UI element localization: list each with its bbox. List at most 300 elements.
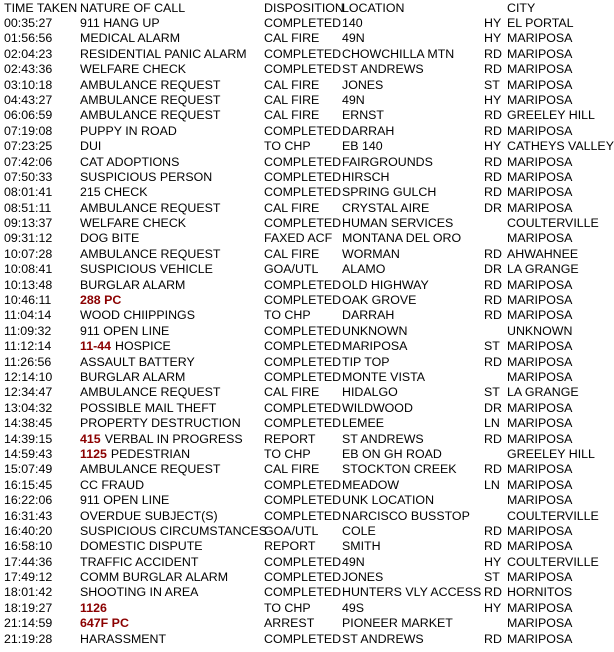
city-cell: MARIPOSA xyxy=(507,523,573,538)
table-row xyxy=(0,78,614,93)
time-taken-cell: 07:19:08 xyxy=(4,123,53,138)
disposition-cell: CAL FIRE xyxy=(264,92,320,107)
city-cell: MARIPOSA xyxy=(507,92,573,107)
street-suffix-cell: RD xyxy=(484,277,502,292)
time-taken-cell: 01:56:56 xyxy=(4,31,53,46)
disposition-cell: COMPLETED xyxy=(264,508,342,523)
city-cell: MARIPOSA xyxy=(507,169,573,184)
disposition-cell: CAL FIRE xyxy=(264,246,320,261)
disposition-cell: GOA/UTL xyxy=(264,262,319,277)
disposition-cell: TO CHP xyxy=(264,600,311,615)
nature-of-call-cell xyxy=(80,293,121,308)
street-suffix-cell: DR xyxy=(484,400,502,415)
time-taken-cell: 02:43:36 xyxy=(4,62,53,77)
header-row xyxy=(0,0,614,16)
nature-of-call-cell xyxy=(80,585,198,600)
disposition-cell: CAL FIRE xyxy=(264,108,320,123)
disposition-cell: COMPLETED xyxy=(264,277,342,292)
call-rows xyxy=(0,16,614,647)
disposition-cell: CAL FIRE xyxy=(264,200,320,215)
time-taken-cell: 18:19:27 xyxy=(4,600,53,615)
nature-of-call-cell xyxy=(80,339,171,354)
table-row xyxy=(0,447,614,462)
table-row xyxy=(0,170,614,185)
nature-of-call-cell xyxy=(80,278,185,293)
time-taken-cell: 11:26:56 xyxy=(4,354,52,369)
street-suffix-cell: RD xyxy=(484,169,502,184)
street-suffix-cell: RD xyxy=(484,123,502,138)
location-cell: 49N xyxy=(342,554,365,569)
nature-of-call-cell xyxy=(80,493,169,508)
street-suffix-cell: ST xyxy=(484,385,500,400)
call-description: 215 CHECK xyxy=(80,185,148,200)
time-taken-cell: 14:38:45 xyxy=(4,416,53,431)
city-cell: MARIPOSA xyxy=(507,369,573,384)
call-description: 911 OPEN LINE xyxy=(80,323,170,338)
time-taken-cell: 17:49:12 xyxy=(4,570,53,585)
call-description: BURGLAR ALARM xyxy=(80,277,186,292)
city-cell: MARIPOSA xyxy=(507,400,573,415)
city-cell: COULTERVILLE xyxy=(507,216,599,231)
time-taken-cell: 02:04:23 xyxy=(4,46,53,61)
nature-of-call-cell xyxy=(80,216,186,231)
time-taken-cell: 16:15:45 xyxy=(4,477,53,492)
call-description: PROPERTY DESTRUCTION xyxy=(80,416,241,431)
call-description: 911 OPEN LINE xyxy=(80,493,170,508)
call-description: DUI xyxy=(80,139,102,154)
location-cell: MARIPOSA xyxy=(342,339,408,354)
location-cell: SMITH xyxy=(342,539,381,554)
street-suffix-cell: ST xyxy=(484,339,500,354)
header-location: LOCATION xyxy=(342,1,405,15)
nature-of-call-cell xyxy=(80,262,213,277)
call-description: PUPPY IN ROAD xyxy=(80,123,177,138)
call-description: CC FRAUD xyxy=(80,477,145,492)
disposition-cell: COMPLETED xyxy=(264,185,342,200)
city-cell: MARIPOSA xyxy=(507,616,573,631)
time-taken-cell: 12:14:10 xyxy=(4,369,53,384)
call-code: 1125 xyxy=(80,446,107,461)
city-cell: MARIPOSA xyxy=(507,231,573,246)
header-disposition: DISPOSITION xyxy=(264,1,344,15)
city-cell: MARIPOSA xyxy=(507,31,573,46)
time-taken-cell: 10:46:11 xyxy=(4,293,52,308)
time-taken-cell: 21:14:59 xyxy=(4,616,53,631)
table-row xyxy=(0,416,614,431)
call-description: RESIDENTIAL PANIC ALARM xyxy=(80,46,247,61)
header-nature-of-call: NATURE OF CALL xyxy=(80,1,186,15)
street-suffix-cell: HY xyxy=(484,139,502,154)
time-taken-cell: 16:40:20 xyxy=(4,523,53,538)
street-suffix-cell: RD xyxy=(484,293,502,308)
call-description: TRAFFIC ACCIDENT xyxy=(80,554,199,569)
city-cell: MARIPOSA xyxy=(507,339,573,354)
disposition-cell: CAL FIRE xyxy=(264,77,320,92)
location-cell: CRYSTAL AIRE xyxy=(342,200,430,215)
city-cell: MARIPOSA xyxy=(507,462,573,477)
location-cell: JONES xyxy=(342,77,384,92)
location-cell: COLE xyxy=(342,523,376,538)
nature-of-call-cell xyxy=(80,155,179,170)
disposition-cell: TO CHP xyxy=(264,308,311,323)
disposition-cell: GOA/UTL xyxy=(264,523,319,538)
call-description: AMBULANCE REQUEST xyxy=(80,385,221,400)
time-taken-cell: 15:07:49 xyxy=(4,462,53,477)
table-row xyxy=(0,247,614,262)
table-row xyxy=(0,616,614,631)
street-suffix-cell: DR xyxy=(484,200,502,215)
city-cell: MARIPOSA xyxy=(507,293,573,308)
disposition-cell: COMPLETED xyxy=(264,46,342,61)
table-row xyxy=(0,47,614,62)
city-cell: HORNITOS xyxy=(507,585,573,600)
location-cell: CHOWCHILLA MTN xyxy=(342,46,455,61)
nature-of-call-cell xyxy=(80,62,186,77)
location-cell: MEADOW xyxy=(342,477,400,492)
time-taken-cell: 21:19:28 xyxy=(4,631,53,646)
call-description: HOSPICE xyxy=(115,339,171,354)
table-row xyxy=(0,231,614,246)
disposition-cell: COMPLETED xyxy=(264,400,342,415)
location-cell: JONES xyxy=(342,570,384,585)
location-cell: OLD HIGHWAY xyxy=(342,277,429,292)
nature-of-call-cell xyxy=(80,462,220,477)
disposition-cell: COMPLETED xyxy=(264,154,342,169)
city-cell: MARIPOSA xyxy=(507,277,573,292)
city-cell: MARIPOSA xyxy=(507,46,573,61)
call-description: SUSPICIOUS PERSON xyxy=(80,169,213,184)
call-code: 647F PC xyxy=(80,616,129,631)
location-cell: HIDALGO xyxy=(342,385,398,400)
city-cell: UNKNOWN xyxy=(507,323,573,338)
location-cell: SPRING GULCH xyxy=(342,185,437,200)
call-description: AMBULANCE REQUEST xyxy=(80,108,221,123)
table-row xyxy=(0,93,614,108)
city-cell: MARIPOSA xyxy=(507,539,573,554)
location-cell: ST ANDREWS xyxy=(342,631,424,646)
city-cell: MARIPOSA xyxy=(507,493,573,508)
city-cell: LA GRANGE xyxy=(507,385,579,400)
call-description: AMBULANCE REQUEST xyxy=(80,77,221,92)
call-description: WOOD CHIIPPINGS xyxy=(80,308,195,323)
city-cell: EL PORTAL xyxy=(507,16,574,30)
nature-of-call-cell xyxy=(80,478,144,493)
location-cell: EB 140 xyxy=(342,139,383,154)
nature-of-call-cell xyxy=(80,524,267,539)
table-row xyxy=(0,62,614,77)
call-description: COMM BURGLAR ALARM xyxy=(80,570,229,585)
call-description: WELFARE CHECK xyxy=(80,62,187,77)
street-suffix-cell: RD xyxy=(484,462,502,477)
city-cell: MARIPOSA xyxy=(507,631,573,646)
nature-of-call-cell xyxy=(80,509,218,524)
call-description: CAT ADOPTIONS xyxy=(80,154,180,169)
location-cell: NARCISCO BUSSTOP xyxy=(342,508,470,523)
city-cell: MARIPOSA xyxy=(507,431,573,446)
street-suffix-cell: LN xyxy=(484,477,500,492)
nature-of-call-cell xyxy=(80,555,198,570)
nature-of-call-cell xyxy=(80,231,139,246)
city-cell: MARIPOSA xyxy=(507,308,573,323)
street-suffix-cell: RD xyxy=(484,539,502,554)
nature-of-call-cell xyxy=(80,201,220,216)
nature-of-call-cell xyxy=(80,247,220,262)
call-description: POSSIBLE MAIL THEFT xyxy=(80,400,217,415)
nature-of-call-cell xyxy=(80,185,148,200)
table-row xyxy=(0,216,614,231)
disposition-cell: COMPLETED xyxy=(264,416,342,431)
nature-of-call-cell xyxy=(80,93,220,108)
street-suffix-cell: HY xyxy=(484,554,502,569)
table-row xyxy=(0,139,614,154)
city-cell: GREELEY HILL xyxy=(507,446,595,461)
disposition-cell: COMPLETED xyxy=(264,123,342,138)
call-description: AMBULANCE REQUEST xyxy=(80,246,221,261)
location-cell: DARRAH xyxy=(342,308,395,323)
street-suffix-cell: HY xyxy=(484,16,502,30)
location-cell: UNKNOWN xyxy=(342,323,408,338)
time-taken-cell: 08:51:11 xyxy=(4,200,52,215)
location-cell: TIP TOP xyxy=(342,354,390,369)
street-suffix-cell: RD xyxy=(484,62,502,77)
disposition-cell: COMPLETED xyxy=(264,16,342,30)
time-taken-cell: 04:43:27 xyxy=(4,92,53,107)
city-cell: MARIPOSA xyxy=(507,570,573,585)
time-taken-cell: 18:01:42 xyxy=(4,585,53,600)
street-suffix-cell: RD xyxy=(484,354,502,369)
table-row xyxy=(0,108,614,123)
disposition-cell: COMPLETED xyxy=(264,477,342,492)
nature-of-call-cell xyxy=(80,16,160,31)
nature-of-call-cell xyxy=(80,355,195,370)
call-description: DOG BITE xyxy=(80,231,140,246)
nature-of-call-cell xyxy=(80,416,241,431)
street-suffix-cell: RD xyxy=(484,308,502,323)
location-cell: ST ANDREWS xyxy=(342,431,424,446)
disposition-cell: ARREST xyxy=(264,616,315,631)
location-cell: EB ON GH ROAD xyxy=(342,446,442,461)
time-taken-cell: 11:12:14 xyxy=(4,339,52,354)
table-row xyxy=(0,555,614,570)
city-cell: MARIPOSA xyxy=(507,123,573,138)
time-taken-cell: 16:22:06 xyxy=(4,493,53,508)
city-cell: MARIPOSA xyxy=(507,416,573,431)
time-taken-cell: 08:01:41 xyxy=(4,185,53,200)
location-cell: HUNTERS VLY ACCESS xyxy=(342,585,482,600)
location-cell: UNK LOCATION xyxy=(342,493,435,508)
call-description: PEDESTRIAN xyxy=(110,446,191,461)
street-suffix-cell: HY xyxy=(484,600,502,615)
table-row xyxy=(0,16,614,31)
street-suffix-cell: RD xyxy=(484,246,502,261)
call-description: HARASSMENT xyxy=(80,631,167,646)
time-taken-cell: 10:13:48 xyxy=(4,277,53,292)
location-cell: 49S xyxy=(342,600,365,615)
call-code: 288 PC xyxy=(80,293,122,308)
table-row xyxy=(0,539,614,554)
disposition-cell: COMPLETED xyxy=(264,62,342,77)
nature-of-call-cell xyxy=(80,124,177,139)
table-row xyxy=(0,31,614,46)
table-row xyxy=(0,632,614,647)
header-city: CITY xyxy=(507,1,536,15)
location-cell: HIRSCH xyxy=(342,169,390,184)
time-taken-cell: 07:50:33 xyxy=(4,169,53,184)
table-row xyxy=(0,155,614,170)
location-cell: 49N xyxy=(342,31,365,46)
call-code: 1126 xyxy=(80,600,107,615)
disposition-cell: COMPLETED xyxy=(264,354,342,369)
time-taken-cell: 09:13:37 xyxy=(4,216,53,231)
disposition-cell: COMPLETED xyxy=(264,554,342,569)
street-suffix-cell: HY xyxy=(484,92,502,107)
disposition-cell: COMPLETED xyxy=(264,339,342,354)
nature-of-call-cell xyxy=(80,385,220,400)
street-suffix-cell: RD xyxy=(484,154,502,169)
table-row xyxy=(0,293,614,308)
table-row xyxy=(0,339,614,354)
disposition-cell: COMPLETED xyxy=(264,493,342,508)
call-description: SUSPICIOUS VEHICLE xyxy=(80,262,213,277)
city-cell: MARIPOSA xyxy=(507,600,573,615)
table-row xyxy=(0,509,614,524)
location-cell: LEMEE xyxy=(342,416,385,431)
call-description: MEDICAL ALARM xyxy=(80,31,181,46)
call-description: DOMESTIC DISPUTE xyxy=(80,539,203,554)
disposition-cell: TO CHP xyxy=(264,139,311,154)
table-row xyxy=(0,570,614,585)
time-taken-cell: 06:06:59 xyxy=(4,108,53,123)
call-code: 415 xyxy=(80,431,101,446)
disposition-cell: CAL FIRE xyxy=(264,462,320,477)
location-cell: WILDWOOD xyxy=(342,400,413,415)
disposition-cell: COMPLETED xyxy=(264,585,342,600)
city-cell: MARIPOSA xyxy=(507,200,573,215)
street-suffix-cell: RD xyxy=(484,185,502,200)
time-taken-cell: 14:59:43 xyxy=(4,446,53,461)
table-row xyxy=(0,355,614,370)
city-cell: MARIPOSA xyxy=(507,185,573,200)
table-row xyxy=(0,493,614,508)
table-row xyxy=(0,370,614,385)
city-cell: GREELEY HILL xyxy=(507,108,595,123)
location-cell: ALAMO xyxy=(342,262,386,277)
call-description: VERBAL IN PROGRESS xyxy=(104,431,243,446)
city-cell: AHWAHNEE xyxy=(507,246,579,261)
time-taken-cell: 00:35:27 xyxy=(4,16,53,30)
location-cell: 49N xyxy=(342,92,365,107)
disposition-cell: CAL FIRE xyxy=(264,31,320,46)
call-description: AMBULANCE REQUEST xyxy=(80,200,221,215)
disposition-cell: COMPLETED xyxy=(264,169,342,184)
location-cell: MONTANA DEL ORO xyxy=(342,231,462,246)
table-row xyxy=(0,432,614,447)
disposition-cell: REPORT xyxy=(264,539,316,554)
street-suffix-cell: HY xyxy=(484,31,502,46)
table-row xyxy=(0,401,614,416)
disposition-cell: COMPLETED xyxy=(264,570,342,585)
street-suffix-cell: ST xyxy=(484,77,500,92)
nature-of-call-cell xyxy=(80,370,185,385)
nature-of-call-cell xyxy=(80,570,228,585)
time-taken-cell: 12:34:47 xyxy=(4,385,53,400)
disposition-cell: COMPLETED xyxy=(264,323,342,338)
time-taken-cell: 11:09:32 xyxy=(4,323,52,338)
table-row xyxy=(0,324,614,339)
time-taken-cell: 14:39:15 xyxy=(4,431,53,446)
city-cell: MARIPOSA xyxy=(507,154,573,169)
table-row xyxy=(0,201,614,216)
call-description: AMBULANCE REQUEST xyxy=(80,462,221,477)
city-cell: CATHEYS VALLEY xyxy=(507,139,614,154)
call-description: BURGLAR ALARM xyxy=(80,369,186,384)
nature-of-call-cell xyxy=(80,401,216,416)
city-cell: MARIPOSA xyxy=(507,77,573,92)
street-suffix-cell: ST xyxy=(484,570,500,585)
nature-of-call-cell xyxy=(80,47,247,62)
nature-of-call-cell xyxy=(80,632,166,647)
location-cell: 140 xyxy=(342,16,363,30)
disposition-cell: COMPLETED xyxy=(264,293,342,308)
location-cell: STOCKTON CREEK xyxy=(342,462,457,477)
street-suffix-cell: DR xyxy=(484,262,502,277)
call-description: 911 HANG UP xyxy=(80,16,160,30)
nature-of-call-cell xyxy=(80,447,190,462)
location-cell: HUMAN SERVICES xyxy=(342,216,454,231)
street-suffix-cell: RD xyxy=(484,523,502,538)
location-cell: ERNST xyxy=(342,108,384,123)
disposition-cell: FAXED ACF xyxy=(264,231,333,246)
city-cell: COULTERVILLE xyxy=(507,554,599,569)
time-taken-cell: 03:10:18 xyxy=(4,77,53,92)
nature-of-call-cell xyxy=(80,31,180,46)
nature-of-call-cell xyxy=(80,324,169,339)
city-cell: MARIPOSA xyxy=(507,354,573,369)
call-description: SUSPICIOUS CIRCUMSTANCES xyxy=(80,523,268,538)
disposition-cell: CAL FIRE xyxy=(264,385,320,400)
city-cell: LA GRANGE xyxy=(507,262,579,277)
table-row xyxy=(0,585,614,600)
street-suffix-cell: RD xyxy=(484,46,502,61)
nature-of-call-cell xyxy=(80,108,220,123)
street-suffix-cell: RD xyxy=(484,585,502,600)
time-taken-cell: 10:08:41 xyxy=(4,262,53,277)
header-time-taken: TIME TAKEN xyxy=(4,1,78,15)
location-cell: DARRAH xyxy=(342,123,395,138)
time-taken-cell: 17:44:36 xyxy=(4,554,53,569)
call-code: 11-44 xyxy=(80,339,112,354)
disposition-cell: COMPLETED xyxy=(264,631,342,646)
disposition-cell: REPORT xyxy=(264,431,316,446)
street-suffix-cell: RD xyxy=(484,431,502,446)
location-cell: WORMAN xyxy=(342,246,400,261)
time-taken-cell: 07:42:06 xyxy=(4,154,53,169)
call-description: AMBULANCE REQUEST xyxy=(80,92,221,107)
disposition-cell: COMPLETED xyxy=(264,369,342,384)
city-cell: COULTERVILLE xyxy=(507,508,599,523)
location-cell: PIONEER MARKET xyxy=(342,616,453,631)
nature-of-call-cell xyxy=(80,432,243,447)
table-row xyxy=(0,124,614,139)
street-suffix-cell: RD xyxy=(484,631,502,646)
call-description: WELFARE CHECK xyxy=(80,216,187,231)
location-cell: MONTE VISTA xyxy=(342,369,426,384)
location-cell: ST ANDREWS xyxy=(342,62,424,77)
time-taken-cell: 16:58:10 xyxy=(4,539,53,554)
street-suffix-cell: RD xyxy=(484,108,502,123)
call-description: OVERDUE SUBJECT(S) xyxy=(80,508,218,523)
call-description: ASSAULT BATTERY xyxy=(80,354,195,369)
